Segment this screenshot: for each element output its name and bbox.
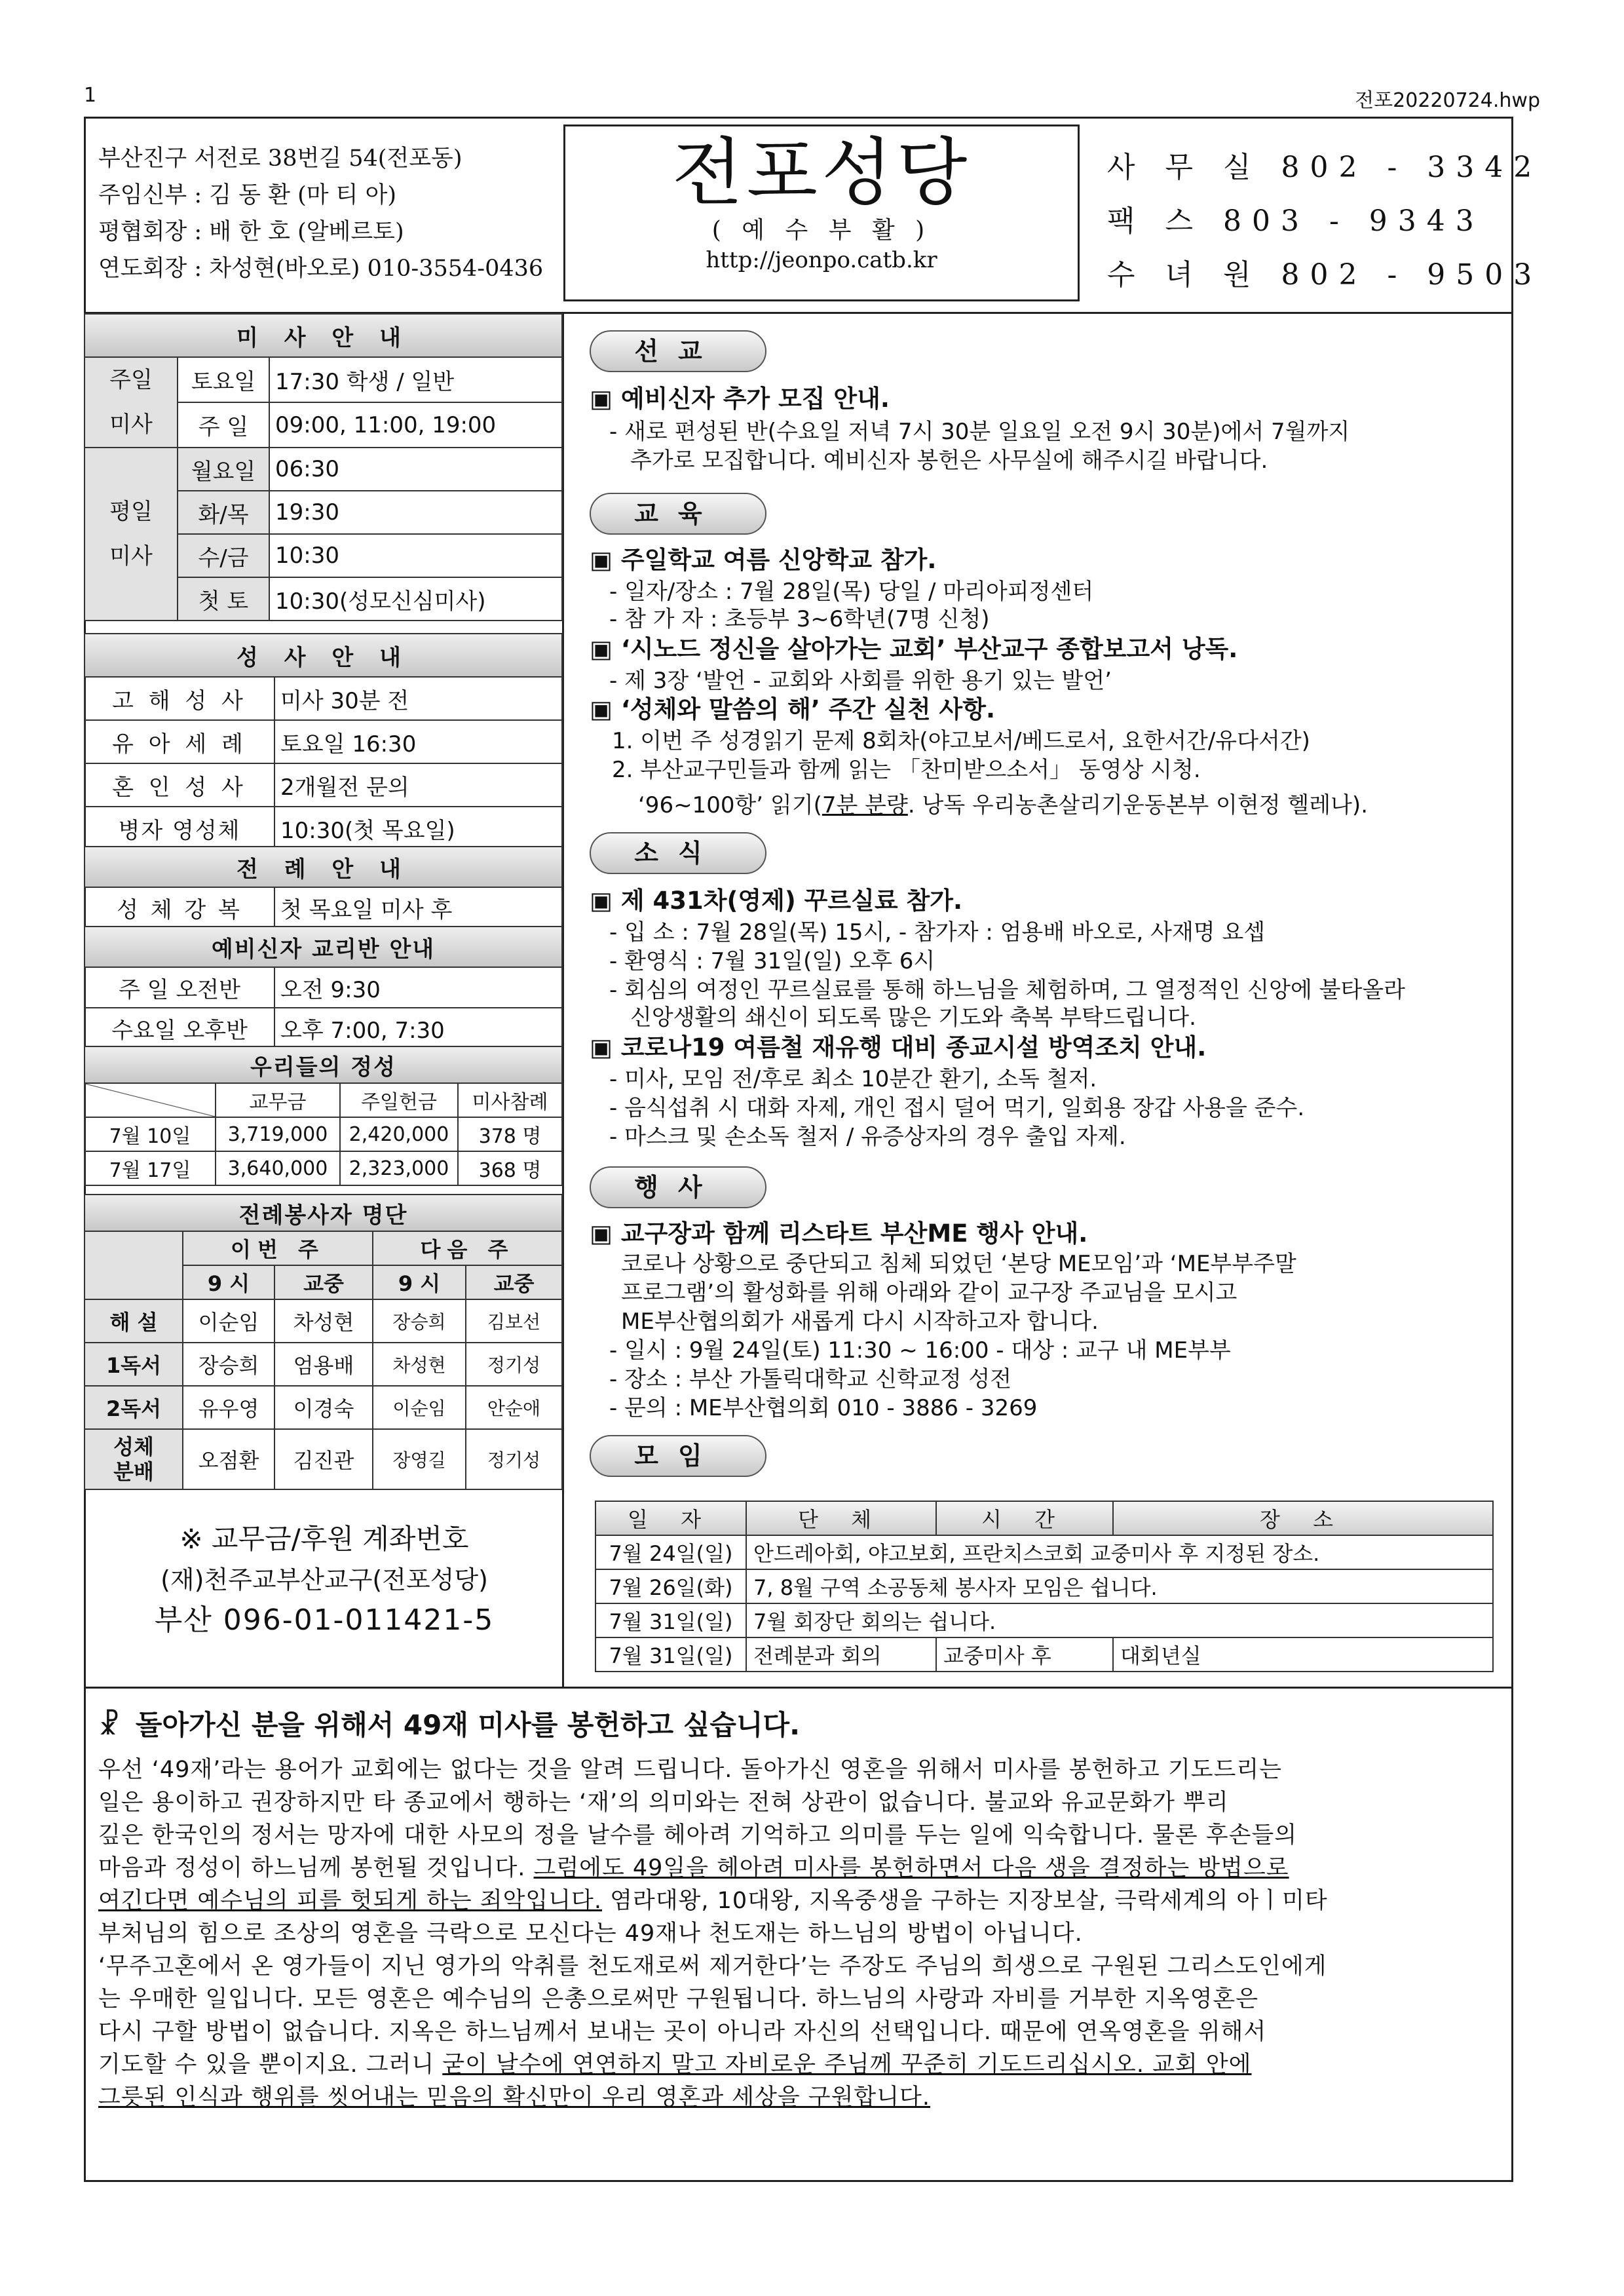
chi-rho-icon: ☧ bbox=[98, 1709, 120, 1741]
offering-col: 교무금 bbox=[216, 1083, 340, 1117]
article-line: 는 우매한 일입니다. 모든 영혼은 예수님의 은총으로써만 구원됩니다. 하느님의 사랑과 자비를 거부한 지옥영혼은 bbox=[98, 1986, 1259, 2012]
sacrament-name: 유 아 세 례 bbox=[85, 720, 274, 763]
article-line: 마음과 정성이 하느님께 봉헌될 것입니다. 그럼에도 49일을 헤아려 미사를 봉헌하면서 다음 생을 결정하는 방법으로 bbox=[98, 1855, 1289, 1881]
time-header: 9 시 bbox=[373, 1265, 466, 1299]
council-line: 평협회장 : 배 한 호 (알베르토) bbox=[98, 219, 404, 245]
minister-name: 유우영 bbox=[183, 1386, 274, 1429]
meeting-col: 단 체 bbox=[746, 1501, 936, 1535]
mission-line: - 새로 편성된 반(수요일 저녁 7시 30분 일요일 오전 9시 30분)에서 7월까지 bbox=[609, 419, 1350, 445]
article-line: 다시 구할 방법이 없습니다. 지옥은 하느님께서 보내는 곳이 아니라 자신의 선택입니다. 때문에 연옥영혼을 위해서 bbox=[98, 2019, 1267, 2045]
mass-table bbox=[84, 313, 563, 621]
events-line: - 일시 : 9월 24일(토) 11:30 ~ 16:00 - 대상 : 교구 내 ME부부 bbox=[609, 1337, 1231, 1364]
catechumen-table bbox=[84, 926, 563, 1049]
mass-day: 수/금 bbox=[178, 534, 269, 577]
mass-time: 06:30 bbox=[269, 448, 562, 491]
minister-name: 김진관 bbox=[274, 1429, 373, 1489]
meeting-group: 전례분과 회의 bbox=[746, 1637, 936, 1672]
ministers-table bbox=[84, 1194, 563, 1490]
office-phone: 사 무 실 802 - 3342 bbox=[1107, 151, 1543, 184]
offering-value: 368 명 bbox=[458, 1151, 562, 1185]
news-heading: ▣ 코로나19 여름철 재유행 대비 종교시설 방역조치 안내. bbox=[590, 1033, 1207, 1062]
meeting-place: 대회년실 bbox=[1113, 1637, 1493, 1672]
class-time: 오후 7:00, 7:30 bbox=[274, 1008, 562, 1048]
education-line: - 참 가 자 : 초등부 3~6학년(7명 신청) bbox=[609, 606, 990, 632]
time-header: 교중 bbox=[274, 1265, 373, 1299]
parish-info bbox=[98, 140, 557, 287]
events-line: 코로나 상황으로 중단되고 침체 되었던 ‘본당 ME모임’과 ‘ME부부주말 bbox=[621, 1251, 1296, 1277]
catechumen-title: 예비신자 교리반 안내 bbox=[85, 927, 562, 967]
mass-time: 10:30(성모신심미사) bbox=[269, 577, 562, 621]
news-line: - 마스크 및 손소독 철저 / 유증상자의 경우 출입 자제. bbox=[609, 1124, 1126, 1150]
sacrament-time: 10:30(첫 목요일) bbox=[274, 807, 562, 850]
article-line: 우선 ‘49재’라는 용어가 교회에는 없다는 것을 알려 드립니다. 돌아가신 영혼을 위해서 미사를 봉헌하고 기도드리는 bbox=[98, 1757, 1282, 1783]
minister-name: 이경숙 bbox=[274, 1386, 373, 1429]
meetings-table bbox=[595, 1501, 1494, 1672]
ministers-title: 전례봉사자 명단 bbox=[85, 1195, 562, 1231]
page-number: 1 bbox=[84, 84, 97, 107]
account-number: 부산 096-01-011421-5 bbox=[154, 1603, 495, 1637]
offering-value: 2,420,000 bbox=[340, 1117, 458, 1151]
sacrament-name: 병자 영성체 bbox=[85, 807, 274, 850]
article-line: 여긴다면 예수님의 피를 헛되게 하는 죄악입니다. 염라대왕, 10대왕, 지옥중생을 구하는 지장보살, 극락세계의 아ㅣ미타 bbox=[98, 1888, 1328, 1914]
mission-heading: ▣ 예비신자 추가 모집 안내. bbox=[590, 385, 890, 413]
weekday-mass-label: 평일 미사 bbox=[85, 448, 178, 621]
minister-name: 김보선 bbox=[466, 1299, 562, 1343]
article-body bbox=[98, 1753, 1500, 2114]
address-line: 부산진구 서전로 38번길 54(전포동) bbox=[98, 145, 463, 172]
liturgy-table bbox=[84, 846, 563, 928]
minister-name: 오점환 bbox=[183, 1429, 274, 1489]
minister-name: 장승희 bbox=[373, 1299, 466, 1343]
mass-time: 17:30 학생 / 일반 bbox=[269, 357, 562, 402]
article-line: 일은 용이하고 권장하지만 타 종교에서 행하는 ‘재’의 의미와는 전혀 상관이 없습니다. 불교와 유교문화가 뿌리 bbox=[98, 1789, 1229, 1816]
meeting-date: 7월 26일(화) bbox=[595, 1569, 746, 1603]
page-title: 전포성당 bbox=[671, 130, 972, 216]
bottom-divider bbox=[84, 1687, 1513, 1689]
minister-name: 장영길 bbox=[373, 1429, 466, 1489]
sacrament-name: 혼 인 성 사 bbox=[85, 763, 274, 807]
meeting-time: 교중미사 후 bbox=[936, 1637, 1113, 1672]
mass-day: 주 일 bbox=[178, 402, 269, 448]
time-header: 9 시 bbox=[183, 1265, 274, 1299]
sunday-mass-label: 주일 미사 bbox=[85, 357, 178, 448]
meeting-text: 안드레아회, 야고보회, 프란치스코회 교중미사 후 지정된 장소. bbox=[746, 1535, 1493, 1569]
phone-list bbox=[1107, 141, 1543, 302]
section-label-education: 교육 bbox=[590, 493, 766, 535]
class-name: 주 일 오전반 bbox=[85, 967, 274, 1008]
education-heading: ▣ ‘시노드 정신을 살아가는 교회’ 부산교구 종합보고서 낭독. bbox=[590, 635, 1238, 663]
mass-time: 19:30 bbox=[269, 491, 562, 534]
diagonal-cell bbox=[85, 1083, 216, 1117]
news-line: - 입 소 : 7월 28일(목) 15시, - 참가자 : 엄용배 바오로, 사재명 요셉 bbox=[609, 919, 1266, 946]
education-line: - 제 3장 ‘발언 - 교회와 사회를 위한 용기 있는 발언’ bbox=[609, 668, 1112, 694]
role-label: 성체 분배 bbox=[85, 1429, 183, 1489]
mass-time: 10:30 bbox=[269, 534, 562, 577]
liturgy-title: 전 례 안 내 bbox=[85, 847, 562, 887]
section-label-news: 소식 bbox=[590, 832, 766, 874]
education-line: ‘96~100항’ 읽기(7분 분량. 낭독 우리농촌살리기운동본부 이현정 헬레나). bbox=[638, 792, 1369, 818]
meeting-col: 장 소 bbox=[1113, 1501, 1493, 1535]
education-heading: ▣ 주일학교 여름 신앙학교 참가. bbox=[590, 546, 937, 574]
mass-day: 첫 토 bbox=[178, 577, 269, 621]
convent-phone: 수 녀 원 802 - 9503 bbox=[1107, 258, 1543, 292]
class-name: 수요일 오후반 bbox=[85, 1008, 274, 1048]
news-line: - 음식섭취 시 대화 자제, 개인 접시 덜어 먹기, 일회용 장갑 사용을 준수. bbox=[609, 1095, 1305, 1121]
role-label: 해 설 bbox=[85, 1299, 183, 1343]
meeting-text: 7월 회장단 회의는 쉽니다. bbox=[746, 1603, 1493, 1637]
offering-value: 2,323,000 bbox=[340, 1151, 458, 1185]
article-line: 그릇된 인식과 행위를 씻어내는 믿음의 확신만이 우리 영혼과 세상을 구원합니다. bbox=[98, 2084, 930, 2111]
section-label-mission: 선교 bbox=[590, 330, 766, 372]
article-line: 기도할 수 있을 뿐이지요. 그러니 굳이 날수에 연연하지 말고 자비로운 주님께 꾸준히 기도드리십시오. 교회 안에 bbox=[98, 2052, 1252, 2078]
offering-value: 3,719,000 bbox=[216, 1117, 340, 1151]
news-line: - 미사, 모임 전/후로 최소 10분간 환기, 소독 철저. bbox=[609, 1066, 1097, 1092]
sacrament-time: 토요일 16:30 bbox=[274, 720, 562, 763]
minister-name: 이순임 bbox=[373, 1386, 466, 1429]
liturgy-name: 성 체 강 복 bbox=[85, 887, 274, 928]
mass-day: 월요일 bbox=[178, 448, 269, 491]
mass-day: 화/목 bbox=[178, 491, 269, 534]
education-line: 1. 이번 주 성경읽기 문제 8회차(야고보서/베드로서, 요한서간/유다서간) bbox=[612, 728, 1310, 754]
offering-title: 우리들의 정성 bbox=[85, 1046, 562, 1083]
account-org: (재)천주교부산교구(전포성당) bbox=[161, 1565, 488, 1594]
article-line: 깊은 한국인의 정서는 망자에 대한 사모의 정을 날수를 헤아려 기억하고 의미를 두는 일에 익숙합니다. 물론 후손들의 bbox=[98, 1822, 1298, 1848]
meeting-col: 일 자 bbox=[595, 1501, 746, 1535]
meeting-date: 7월 31일(일) bbox=[595, 1637, 746, 1672]
offering-col: 미사참례 bbox=[458, 1083, 562, 1117]
mass-title: 미 사 안 내 bbox=[85, 314, 562, 357]
article-line: 부처님의 힘으로 조상의 영혼을 극락으로 모신다는 49재나 천도재는 하느님의 방법이 아닙니다. bbox=[98, 1921, 1083, 1947]
minister-name: 정기성 bbox=[466, 1429, 562, 1489]
news-line: 신앙생활의 쇄신이 되도록 많은 기도와 축복 부탁드립니다. bbox=[630, 1004, 1196, 1031]
file-name: 전포20220724.hwp bbox=[1355, 89, 1540, 112]
offering-value: 3,640,000 bbox=[216, 1151, 340, 1185]
article-line: ‘무주고혼에서 온 영가들이 지닌 영가의 악취를 천도재로써 제거한다’는 주장도 주님의 희생으로 구원된 그리스도인에게 bbox=[98, 1953, 1327, 1980]
role-label: 1독서 bbox=[85, 1343, 183, 1386]
offering-date: 7월 10일 bbox=[85, 1117, 216, 1151]
sacrament-time: 미사 30분 전 bbox=[274, 677, 562, 720]
news-heading: ▣ 제 431차(영제) 꾸르실료 참가. bbox=[590, 887, 963, 915]
article-title: ☧ 돌아가신 분을 위해서 49재 미사를 봉헌하고 싶습니다. bbox=[98, 1709, 801, 1741]
meeting-date: 7월 24일(일) bbox=[595, 1535, 746, 1569]
section-label-events: 행사 bbox=[590, 1166, 766, 1208]
offering-date: 7월 17일 bbox=[85, 1151, 216, 1185]
education-heading: ▣ ‘성체와 말씀의 해’ 주간 실천 사항. bbox=[590, 695, 996, 723]
parish-url[interactable]: http://jeonpo.catb.kr bbox=[706, 247, 937, 273]
mission-line: 추가로 모집합니다. 예비신자 봉헌은 사무실에 해주시길 바랍니다. bbox=[630, 448, 1268, 474]
events-line: 프로그램’의 활성화를 위해 아래와 같이 교구장 주교님을 모시고 bbox=[621, 1280, 1237, 1306]
mass-time: 09:00, 11:00, 19:00 bbox=[269, 402, 562, 448]
mass-day: 토요일 bbox=[178, 357, 269, 402]
events-line: ME부산협의회가 새롭게 다시 시작하고자 합니다. bbox=[621, 1309, 1099, 1335]
fax-number: 팩 스 803 - 9343 bbox=[1107, 204, 1484, 238]
minister-name: 차성현 bbox=[274, 1299, 373, 1343]
blank-cell bbox=[85, 1231, 183, 1299]
page-subtitle: ( 예 수 부 활 ) bbox=[711, 217, 932, 244]
minister-name: 안순애 bbox=[466, 1386, 562, 1429]
meeting-text: 7, 8월 구역 소공동체 봉사자 모임은 쉽니다. bbox=[746, 1569, 1493, 1603]
events-line: - 장소 : 부산 가톨릭대학교 신학교정 성전 bbox=[609, 1366, 1012, 1392]
events-heading: ▣ 교구장과 함께 리스타트 부산ME 행사 안내. bbox=[590, 1219, 1088, 1248]
sacrament-name: 고 해 성 사 bbox=[85, 677, 274, 720]
sacrament-title: 성 사 안 내 bbox=[85, 634, 562, 677]
class-time: 오전 9:30 bbox=[274, 967, 562, 1008]
next-week-header: 다음 주 bbox=[373, 1231, 562, 1265]
title-box bbox=[563, 124, 1080, 301]
minister-name: 차성현 bbox=[373, 1343, 466, 1386]
liturgy-time: 첫 목요일 미사 후 bbox=[274, 887, 562, 928]
time-header: 교중 bbox=[466, 1265, 562, 1299]
offering-table bbox=[84, 1046, 563, 1186]
this-week-header: 이번 주 bbox=[183, 1231, 373, 1265]
offering-col: 주일헌금 bbox=[340, 1083, 458, 1117]
minister-name: 장승희 bbox=[183, 1343, 274, 1386]
education-line: - 일자/장소 : 7월 28일(목) 당일 / 마리아피정센터 bbox=[609, 579, 1094, 605]
offering-value: 378 명 bbox=[458, 1117, 562, 1151]
news-line: - 환영식 : 7월 31일(일) 오후 6시 bbox=[609, 948, 935, 974]
role-label: 2독서 bbox=[85, 1386, 183, 1429]
minister-name: 정기성 bbox=[466, 1343, 562, 1386]
account-title: ※ 교무금/후원 계좌번호 bbox=[179, 1523, 469, 1555]
minister-name: 이순임 bbox=[183, 1299, 274, 1343]
meeting-date: 7월 31일(일) bbox=[595, 1603, 746, 1637]
section-label-meetings: 모임 bbox=[590, 1435, 766, 1477]
pastor-line: 주임신부 : 김 동 환 (마 티 아) bbox=[98, 182, 397, 208]
sacrament-time: 2개월전 문의 bbox=[274, 763, 562, 807]
news-line: - 회심의 여정인 꾸르실료를 통해 하느님을 체험하며, 그 열정적인 신앙에 불타올라 bbox=[609, 977, 1406, 1003]
sacrament-table bbox=[84, 633, 563, 851]
prayer-line: 연도회장 : 차성현(바오로) 010-3554-0436 bbox=[98, 256, 544, 282]
events-line: - 문의 : ME부산협의회 010 - 3886 - 3269 bbox=[609, 1395, 1038, 1421]
meeting-col: 시 간 bbox=[936, 1501, 1113, 1535]
education-line: 2. 부산교구민들과 함께 읽는 「찬미받으소서」 동영상 시청. bbox=[612, 757, 1201, 783]
minister-name: 엄용배 bbox=[274, 1343, 373, 1386]
